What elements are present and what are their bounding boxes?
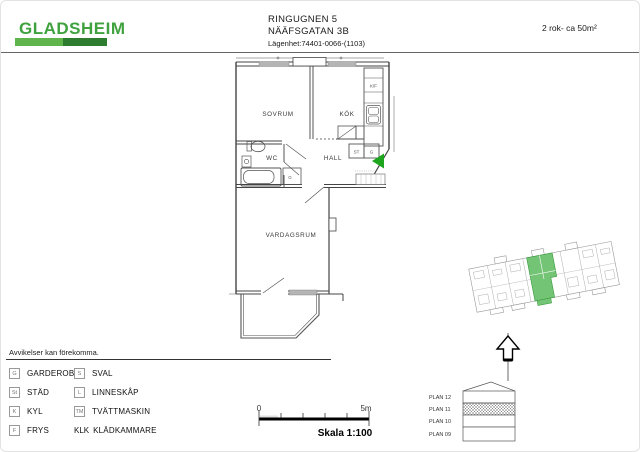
floor-indicator [425, 377, 517, 445]
wc-wardrobe [283, 168, 301, 185]
logo-bar-dark-segment [63, 38, 107, 46]
hall-label: HALL [323, 155, 343, 162]
legend-abbr-box: G [9, 368, 20, 379]
floor-row-plan10 [463, 415, 515, 427]
apartment-size-label: 2 rok- ca 50m² [542, 23, 597, 33]
windows [259, 58, 356, 296]
legend [9, 364, 157, 440]
scale-bar [249, 399, 384, 443]
entrance-arrow-icon [372, 154, 384, 169]
site-plan-drawing [466, 229, 621, 319]
washbasin [242, 156, 251, 167]
scale-start-label: 0 [256, 404, 262, 413]
legend-item-kyl: K KYL [9, 402, 74, 421]
legend-item-linneskap: L LINNESKÅP [74, 383, 157, 402]
logo-bar [15, 38, 107, 46]
legend-item-frys: F FRYS [9, 421, 74, 440]
wc-wardrobe-label: G [288, 175, 292, 180]
wc-label: WC [266, 155, 278, 162]
north-arrow-icon [493, 333, 523, 381]
floor-row-plan12 [463, 391, 515, 403]
wall-pillar [329, 218, 336, 231]
legend-abbr-box: K [9, 406, 20, 417]
legend-item-stad: St STÄD [9, 383, 74, 402]
hall-wardrobe-label: G [369, 149, 374, 155]
door-swings [263, 144, 324, 293]
property-name: RINGUGNEN 5 [268, 14, 338, 25]
header-divider [1, 52, 640, 53]
floor-label-plan12: PLAN 12 [429, 395, 452, 401]
legend-abbr-box: S [74, 368, 85, 379]
floor-plan-drawing [226, 56, 396, 346]
kitchen-fixtures [338, 68, 383, 146]
floor-label-plan10: PLAN 10 [429, 419, 452, 425]
scale-end-label: 5m [360, 404, 372, 413]
floor-label-plan09: PLAN 09 [429, 432, 452, 438]
floor-row-plan09 [463, 427, 515, 441]
legend-abbr-box: L [74, 387, 85, 398]
scale-caption: Skala 1:100 [317, 428, 373, 439]
company-logo: GLADSHEIM [19, 19, 126, 38]
floor-row-plan11-highlighted [463, 403, 515, 415]
fridge-freezer-label: K/F [369, 83, 378, 89]
balcony [241, 294, 319, 338]
kitchen-label: KÖK [339, 111, 355, 118]
legend-divider [6, 359, 331, 360]
legend-item-sval: S SVAL [74, 364, 157, 383]
logo-bar-light-segment [15, 38, 63, 46]
cleaning-closet-label: ST [353, 149, 360, 155]
disclaimer-note: Avvikelser kan förekomma. [9, 348, 99, 357]
bedroom-label: SOVRUM [262, 111, 294, 118]
bathroom-fixtures [241, 141, 301, 186]
page-title [268, 14, 365, 48]
legend-item-kladkammare: KLK KLÄDKAMMARE [74, 426, 157, 435]
floor-label-plan11: PLAN 11 [429, 407, 451, 413]
legend-abbr-box: St [9, 387, 20, 398]
living-room-label: VARDAGSRUM [265, 232, 317, 239]
legend-item-garderob: G GARDEROB [9, 364, 74, 383]
apartment-id: Lägenhet:74401-0066-(1103) [268, 38, 366, 48]
street-address: NÄÄFSGATAN 3B [268, 25, 350, 37]
legend-item-tvattmaskin: TM TVÄTTMASKIN [75, 407, 151, 416]
legend-abbr-plain: KLK [74, 426, 90, 435]
toilet [251, 141, 265, 151]
legend-abbr-box: TM [74, 406, 85, 417]
window-bay [293, 58, 326, 67]
legend-abbr-box: F [9, 425, 20, 436]
stairwell-detail [355, 171, 385, 185]
